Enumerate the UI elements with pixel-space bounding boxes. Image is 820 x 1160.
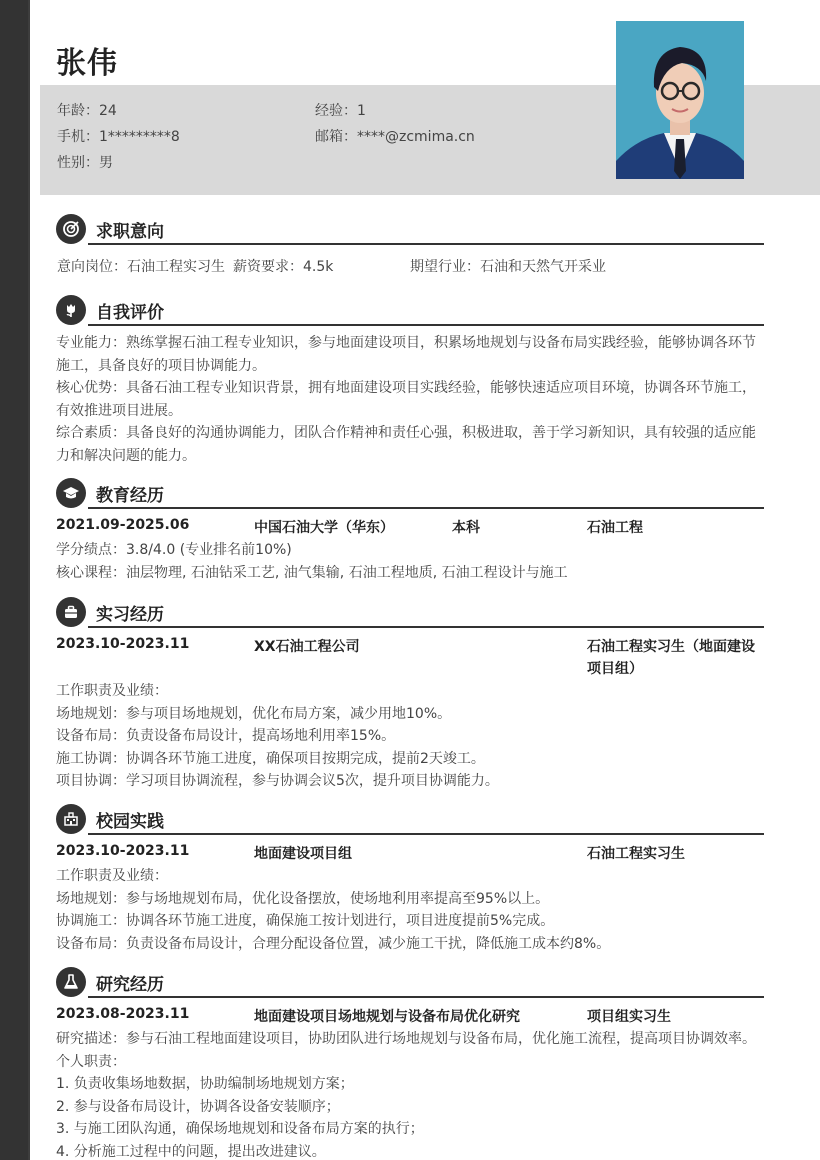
email-field: 邮箱：****@zcmima.cn <box>315 129 475 145</box>
intent-position: 意向岗位：石油工程实习生 <box>57 259 225 275</box>
section-divider <box>88 507 764 509</box>
section-header <box>56 967 764 999</box>
target-icon <box>56 214 86 244</box>
research-role: 项目组实习生 <box>587 1009 671 1025</box>
internship-line: 场地规划：参与项目场地规划，优化布局方案，减少用地10%。 <box>56 705 452 722</box>
experience-field: 经验：1 <box>315 103 366 119</box>
self-eval-paragraph: 专业能力：熟练掌握石油工程专业知识，参与地面建设项目，积累场地规划与设备布局实践经验，能够协调各环节施工，具备良好的项目协调能力。 <box>56 335 756 374</box>
education-gpa: 学分绩点：3.8/4.0 (专业排名前10%) <box>56 542 292 558</box>
section-self-evaluation <box>56 295 764 467</box>
section-header <box>56 214 764 246</box>
internship-row <box>56 634 764 680</box>
internship-role: 石油工程实习生（地面建设项目组） <box>587 639 755 677</box>
internship-period: 2023.10-2023.11 <box>56 636 190 652</box>
sidebar-edge <box>28 0 30 1160</box>
flower-icon <box>56 295 86 325</box>
education-row <box>56 515 764 539</box>
briefcase-icon <box>56 597 86 627</box>
section-education <box>56 478 764 584</box>
section-title: 校园实践 <box>96 812 164 832</box>
section-divider <box>88 996 764 998</box>
gender-field: 性别：男 <box>57 155 113 171</box>
section-header <box>56 478 764 510</box>
campus-line: 场地规划：参与场地规划布局，优化设备摆放，使场地利用率提高至95%以上。 <box>56 890 550 907</box>
self-eval-paragraph: 综合素质：具备良好的沟通协调能力，团队合作精神和责任心强，积极进取，善于学习新知识，具有较强的适应能力和解决问题的能力。 <box>56 425 756 464</box>
section-research <box>56 967 764 1160</box>
section-divider <box>88 243 764 245</box>
flask-icon <box>56 967 86 997</box>
age-field: 年龄：24 <box>57 103 117 119</box>
intent-industry: 期望行业：石油和天然气开采业 <box>410 259 606 275</box>
section-header <box>56 597 764 629</box>
research-line: 3. 与施工团队沟通，确保场地规划和设备布局方案的执行； <box>56 1121 424 1137</box>
section-header <box>56 295 764 327</box>
section-campus-practice <box>56 804 764 955</box>
education-courses: 核心课程：油层物理, 石油钻采工艺, 油气集输, 石油工程地质, 石油工程设计与施工 <box>56 564 568 581</box>
section-title: 自我评价 <box>96 303 164 323</box>
education-school: 中国石油大学（华东） <box>254 520 394 536</box>
education-major: 石油工程 <box>587 520 643 536</box>
profile-photo <box>616 21 744 179</box>
research-row <box>56 1004 764 1028</box>
left-sidebar-bar <box>0 0 28 1160</box>
education-degree: 本科 <box>452 520 480 536</box>
internship-line: 设备布局：负责设备布局设计，提高场地利用率15%。 <box>56 728 396 744</box>
self-eval-paragraph: 核心优势：具备石油工程专业知识背景，拥有地面建设项目实践经验，能够快速适应项目环境，协调各环节施工，有效推进项目进展。 <box>56 380 756 419</box>
section-title: 教育经历 <box>96 486 164 506</box>
research-line: 4. 分析施工过程中的问题，提出改进建议。 <box>56 1143 326 1160</box>
research-line: 1. 负责收集场地数据，协助编制场地规划方案； <box>56 1076 354 1092</box>
campus-line: 协调施工：协调各环节施工进度，确保施工按计划进行，项目进度提前5%完成。 <box>56 913 555 929</box>
campus-period: 2023.10-2023.11 <box>56 843 190 859</box>
intent-salary: 薪资要求：4.5k <box>233 259 334 275</box>
research-line: 2. 参与设备布局设计，协调各设备安装顺序； <box>56 1098 340 1115</box>
section-divider <box>88 324 764 326</box>
research-project: 地面建设项目场地规划与设备布局优化研究 <box>254 1009 520 1025</box>
campus-role: 石油工程实习生 <box>587 846 685 862</box>
research-period: 2023.08-2023.11 <box>56 1006 190 1022</box>
section-job-intent <box>56 214 764 280</box>
internship-company: XX石油工程公司 <box>254 639 360 655</box>
person-portrait-icon <box>616 21 744 179</box>
section-divider <box>88 833 764 835</box>
campus-org: 地面建设项目组 <box>254 846 352 862</box>
section-title: 研究经历 <box>96 975 164 995</box>
campus-row <box>56 841 764 865</box>
internship-line: 施工协调：协调各环节施工进度，确保项目按期完成，提前2天竣工。 <box>56 750 485 767</box>
section-title: 求职意向 <box>96 222 164 242</box>
research-line: 研究描述：参与石油工程地面建设项目，协助团队进行场地规划与设备布局，优化施工流程，提高项目协调效率。 <box>56 1031 756 1047</box>
graduation-cap-icon <box>56 478 86 508</box>
internship-line: 项目协调：学习项目协调流程，参与协调会议5次，提升项目协调能力。 <box>56 773 499 789</box>
campus-line: 设备布局：负责设备布局设计，合理分配设备位置，减少施工干扰，降低施工成本约8%。 <box>56 935 611 952</box>
section-internship <box>56 597 764 793</box>
internship-line: 工作职责及业绩： <box>56 683 168 699</box>
candidate-name: 张伟 <box>56 46 118 81</box>
campus-line: 工作职责及业绩： <box>56 868 168 884</box>
research-line: 个人职责： <box>56 1053 126 1070</box>
section-divider <box>88 626 764 628</box>
section-title: 实习经历 <box>96 605 164 625</box>
phone-field: 手机：1*********8 <box>57 129 180 145</box>
building-icon <box>56 804 86 834</box>
section-header <box>56 804 764 836</box>
education-period: 2021.09-2025.06 <box>56 517 190 533</box>
